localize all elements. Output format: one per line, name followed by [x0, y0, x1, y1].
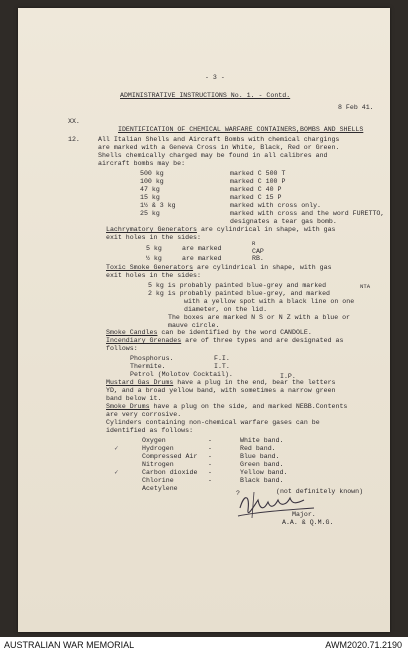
toxic-code: NTA — [360, 283, 371, 290]
bomb-marking: marked C 100 P — [230, 178, 286, 185]
lachrymatory-text: are cylindrical in shape, with gas — [197, 226, 336, 233]
lachrymatory-code: CAP — [252, 248, 264, 255]
document-date: 8 Feb 41. — [338, 104, 374, 111]
lachrymatory-line — [106, 226, 336, 233]
toxic-item: The boxes are marked N S or N Z with a blue or — [168, 314, 351, 321]
lachrymatory-heading: Lachrymatory Generators — [106, 226, 198, 233]
smoke-drum-line — [106, 403, 347, 410]
incendiary-code: I.P. — [280, 373, 296, 380]
incendiary-code: F.I. — [214, 355, 230, 362]
bomb-marking: marked C 40 P — [230, 186, 282, 193]
bomb-marking: marked C 500 T — [230, 170, 286, 177]
cylinder-band: Green band. — [240, 461, 284, 468]
incendiary-text: are of three types and are designated as — [181, 337, 344, 344]
lachrymatory-marking: are marked — [182, 245, 222, 252]
smoke-drum-heading: Smoke Drums — [106, 403, 150, 410]
cylinder-band: Blue band. — [240, 453, 280, 460]
bomb-weight: 1½ & 3 kg — [140, 202, 176, 209]
footer-institution: AUSTRALIAN WAR MEMORIAL — [4, 640, 135, 650]
lachrymatory-weight: 5 kg — [146, 245, 162, 252]
cylinder-dash: - — [208, 445, 212, 452]
toxic-item: 2 kg is probably painted blue-grey, and marked — [148, 290, 331, 297]
bomb-marking: marked with cross only. — [230, 202, 322, 209]
toxic-text: exit holes in the sides: — [106, 272, 201, 279]
cylinder-band: (not definitely known) — [276, 488, 364, 495]
cylinder-gas: Oxygen — [142, 437, 166, 444]
intro-line: are marked with a Geneva Cross in White, Black, Red or Green. — [98, 144, 340, 151]
cylinder-band: White band. — [240, 437, 284, 444]
bomb-tear-gas-note: designates a tear gas bomb. — [230, 218, 337, 225]
cylinder-dash: - — [208, 469, 212, 476]
section-title: IDENTIFICATION OF CHEMICAL WARFARE CONTAINERS,BOMBS AND SHELLS — [118, 126, 364, 133]
mustard-text: YD, and a broad yellow band, with sometimes a narrow green — [106, 387, 336, 394]
toxic-text: are cylindrical in shape, with gas — [193, 264, 332, 271]
bomb-marking: marked with cross and the word FURETTO, — [230, 210, 385, 217]
cylinder-dash: - — [208, 453, 212, 460]
toxic-item: 5 kg is probably painted blue-grey and marked — [148, 282, 327, 289]
lachrymatory-text: exit holes in the sides: — [106, 234, 201, 241]
smoke-candle-line — [106, 329, 312, 336]
smoke-drum-text: have a plug on the side, and marked NEBB.Contents — [149, 403, 348, 410]
incendiary-heading: Incendiary Grenades — [106, 337, 182, 344]
margin-tick-mark: ✓ — [113, 444, 120, 453]
lachrymatory-annotation: R — [252, 240, 256, 247]
smoke-drum-text: are very corrosive. — [106, 411, 182, 418]
smoke-candle-heading: Smoke Candles — [106, 329, 158, 336]
toxic-item: diameter, on the lid. — [184, 306, 268, 313]
toxic-line — [106, 264, 332, 271]
mustard-text: band below it. — [106, 395, 162, 402]
bomb-weight: 100 kg — [140, 178, 164, 185]
toxic-item: with a yellow spot with a black line on one — [184, 298, 355, 305]
mustard-heading: Mustard Gas Drums — [106, 379, 174, 386]
bomb-weight: 15 kg — [140, 194, 160, 201]
intro-line: Shells chemically charged may be found in all calibres and — [98, 152, 328, 159]
toxic-item: mauve circle. — [168, 322, 220, 329]
cylinder-gas: Nitrogen — [142, 461, 174, 468]
cylinder-dash: - — [208, 477, 212, 484]
cylinder-gas: Acetylene — [142, 485, 178, 492]
smoke-candle-text: can be identified by the word CANDOLE. — [157, 329, 312, 336]
margin-tick-mark: ✓ — [113, 468, 120, 477]
incendiary-text: follows: — [106, 345, 138, 352]
lachrymatory-code: RB. — [252, 255, 264, 262]
document-page — [18, 8, 390, 632]
section-number: XX. — [68, 118, 80, 125]
mustard-line — [106, 379, 336, 386]
intro-line: All Italian Shells and Aircraft Bombs with chemical chargings — [98, 136, 340, 143]
cylinder-band: Black band. — [240, 477, 284, 484]
handwritten-signature — [234, 488, 324, 524]
cylinders-text: identified as follows: — [106, 427, 194, 434]
toxic-heading: Toxic Smoke Generators — [106, 264, 194, 271]
signature-rank: Major. — [292, 511, 316, 518]
cylinder-gas: Compressed Air — [142, 453, 198, 460]
lachrymatory-marking: are marked — [182, 255, 222, 262]
bomb-weight: 500 kg — [140, 170, 164, 177]
cylinder-dash: ? — [236, 490, 240, 497]
incendiary-line — [106, 337, 343, 344]
page-number: - 3 - — [205, 74, 225, 81]
intro-line: aircraft bombs may be: — [98, 160, 186, 167]
paragraph-number: 12. — [68, 136, 80, 143]
cylinder-gas: Hydrogen — [142, 445, 174, 452]
mustard-text: have a plug in the end, bear the letters — [173, 379, 336, 386]
bomb-weight: 47 kg — [140, 186, 160, 193]
incendiary-type: Petrol (Molotov Cocktail). — [130, 371, 233, 378]
cylinder-dash: - — [208, 461, 212, 468]
cylinder-gas: Carbon dioxide — [142, 469, 198, 476]
bomb-marking: marked C 15 P — [230, 194, 282, 201]
bomb-weight: 25 kg — [140, 210, 160, 217]
incendiary-code: I.T. — [214, 363, 230, 370]
cylinder-band: Yellow band. — [240, 469, 288, 476]
cylinder-gas: Chlorine — [142, 477, 174, 484]
incendiary-type: Thermite. — [130, 363, 166, 370]
cylinder-band: Red band. — [240, 445, 276, 452]
incendiary-type: Phosphorus. — [130, 355, 174, 362]
lachrymatory-weight: ½ kg — [146, 255, 162, 262]
archive-footer — [0, 637, 408, 653]
signature-title: A.A. & Q.M.G. — [282, 519, 334, 526]
cylinders-text: Cylinders containing non-chemical warfare gases can be — [106, 419, 320, 426]
cylinder-dash: - — [208, 437, 212, 444]
header-line: ADMINISTRATIVE INSTRUCTIONS No. 1. - Contd. — [120, 92, 291, 99]
footer-accession-number: AWM2020.71.2190 — [325, 640, 402, 650]
